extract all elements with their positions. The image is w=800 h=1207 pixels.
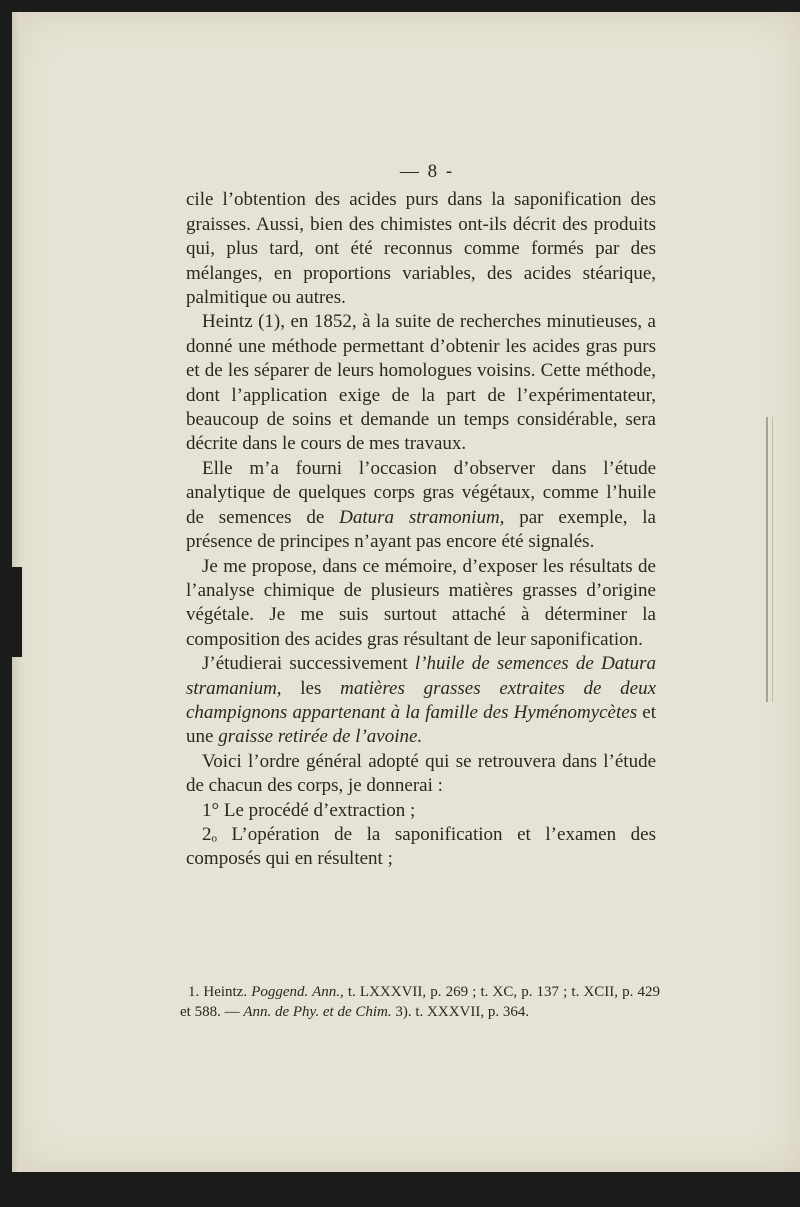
binding-mark bbox=[766, 417, 773, 702]
footnote-italic-b: Ann. de Phy. et de Chim. bbox=[243, 1004, 392, 1020]
list-item-2: 2ₒ L’opération de la saponification et l’examen des composés qui en résultent ; bbox=[186, 823, 656, 870]
paragraph-3-text: Elle m’a fourni l’occasion d’observer dans l’étude analytique de quelques corps gras végétaux, comme l’huile de semences de bbox=[186, 457, 656, 528]
footnote-text-c: 3). t. XXXVII, p. 364. bbox=[391, 1004, 530, 1020]
list-item-1: 1° Le procédé d’extraction ; bbox=[202, 799, 416, 821]
paragraph-6: Voici l’ordre général adopté qui se retrouvera dans l’étude de chacun des corps, je donnerai : bbox=[186, 750, 656, 797]
paragraph-5 bbox=[186, 652, 656, 750]
scan-border-bottom bbox=[0, 1172, 800, 1207]
footnote-text-b: t. LXXXVII, p. 269 ; t. XC, p. 137 ; t. XCII, p. 429 et 588. — bbox=[180, 984, 660, 1020]
paragraph-5-italic-a: l’huile de semences de Datura stramanium, bbox=[186, 653, 656, 699]
paragraph-3-text-end: par exemple, la présence de principes n’ayant pas encore été signalés. bbox=[186, 506, 656, 553]
paragraph-5-italic-b: matières grasses extraites de deux champignons appartenant à la famille des Hyménomycètes bbox=[186, 677, 657, 723]
paragraph-5-text-b: les bbox=[281, 677, 341, 699]
page-edge-notch bbox=[12, 567, 22, 657]
paragraph-5-italic-c: graisse retirée de l’avoine. bbox=[218, 726, 423, 748]
body-text bbox=[186, 160, 656, 872]
footnote-italic-a: Poggend. Ann., bbox=[251, 984, 344, 1000]
paragraph-3 bbox=[186, 457, 656, 555]
paragraph-5-text-c: et une bbox=[186, 701, 656, 748]
paragraph-2: Heintz (1), en 1852, à la suite de recherches minutieuses, a donné une méthode permettant d’obtenir les acides gras purs et de les séparer de leurs homologues voisins. Cette méthode, dont l’application exige de la part de l’expérimentateur, beaucoup de soins et demande un temps considérable, sera décrite dans le cours de mes travaux. bbox=[186, 311, 656, 455]
paragraph-1: cile l’obtention des acides purs dans la saponification des graisses. Aussi, bien des chimistes ont-ils décrit des produits qui, plus tard, ont été reconnus comme formés par des mélanges, en proportions variables, des acides stéarique, palmitique ou autres. bbox=[186, 189, 656, 309]
paragraph-5-text-a: J’étudierai successivement bbox=[202, 653, 415, 675]
page-number: — 8 - bbox=[399, 161, 455, 182]
footnote-text-a: 1. Heintz. bbox=[188, 984, 252, 1000]
paragraph-3-italic: Datura stramonium, bbox=[339, 506, 505, 528]
footnote bbox=[180, 982, 660, 1022]
paragraph-4: Je me propose, dans ce mémoire, d’exposer les résultats de l’analyse chimique de plusieurs matières grasses d’origine végétale. Je me suis surtout attaché à déterminer la composition des acides gras résultant de leur saponification. bbox=[186, 555, 656, 650]
